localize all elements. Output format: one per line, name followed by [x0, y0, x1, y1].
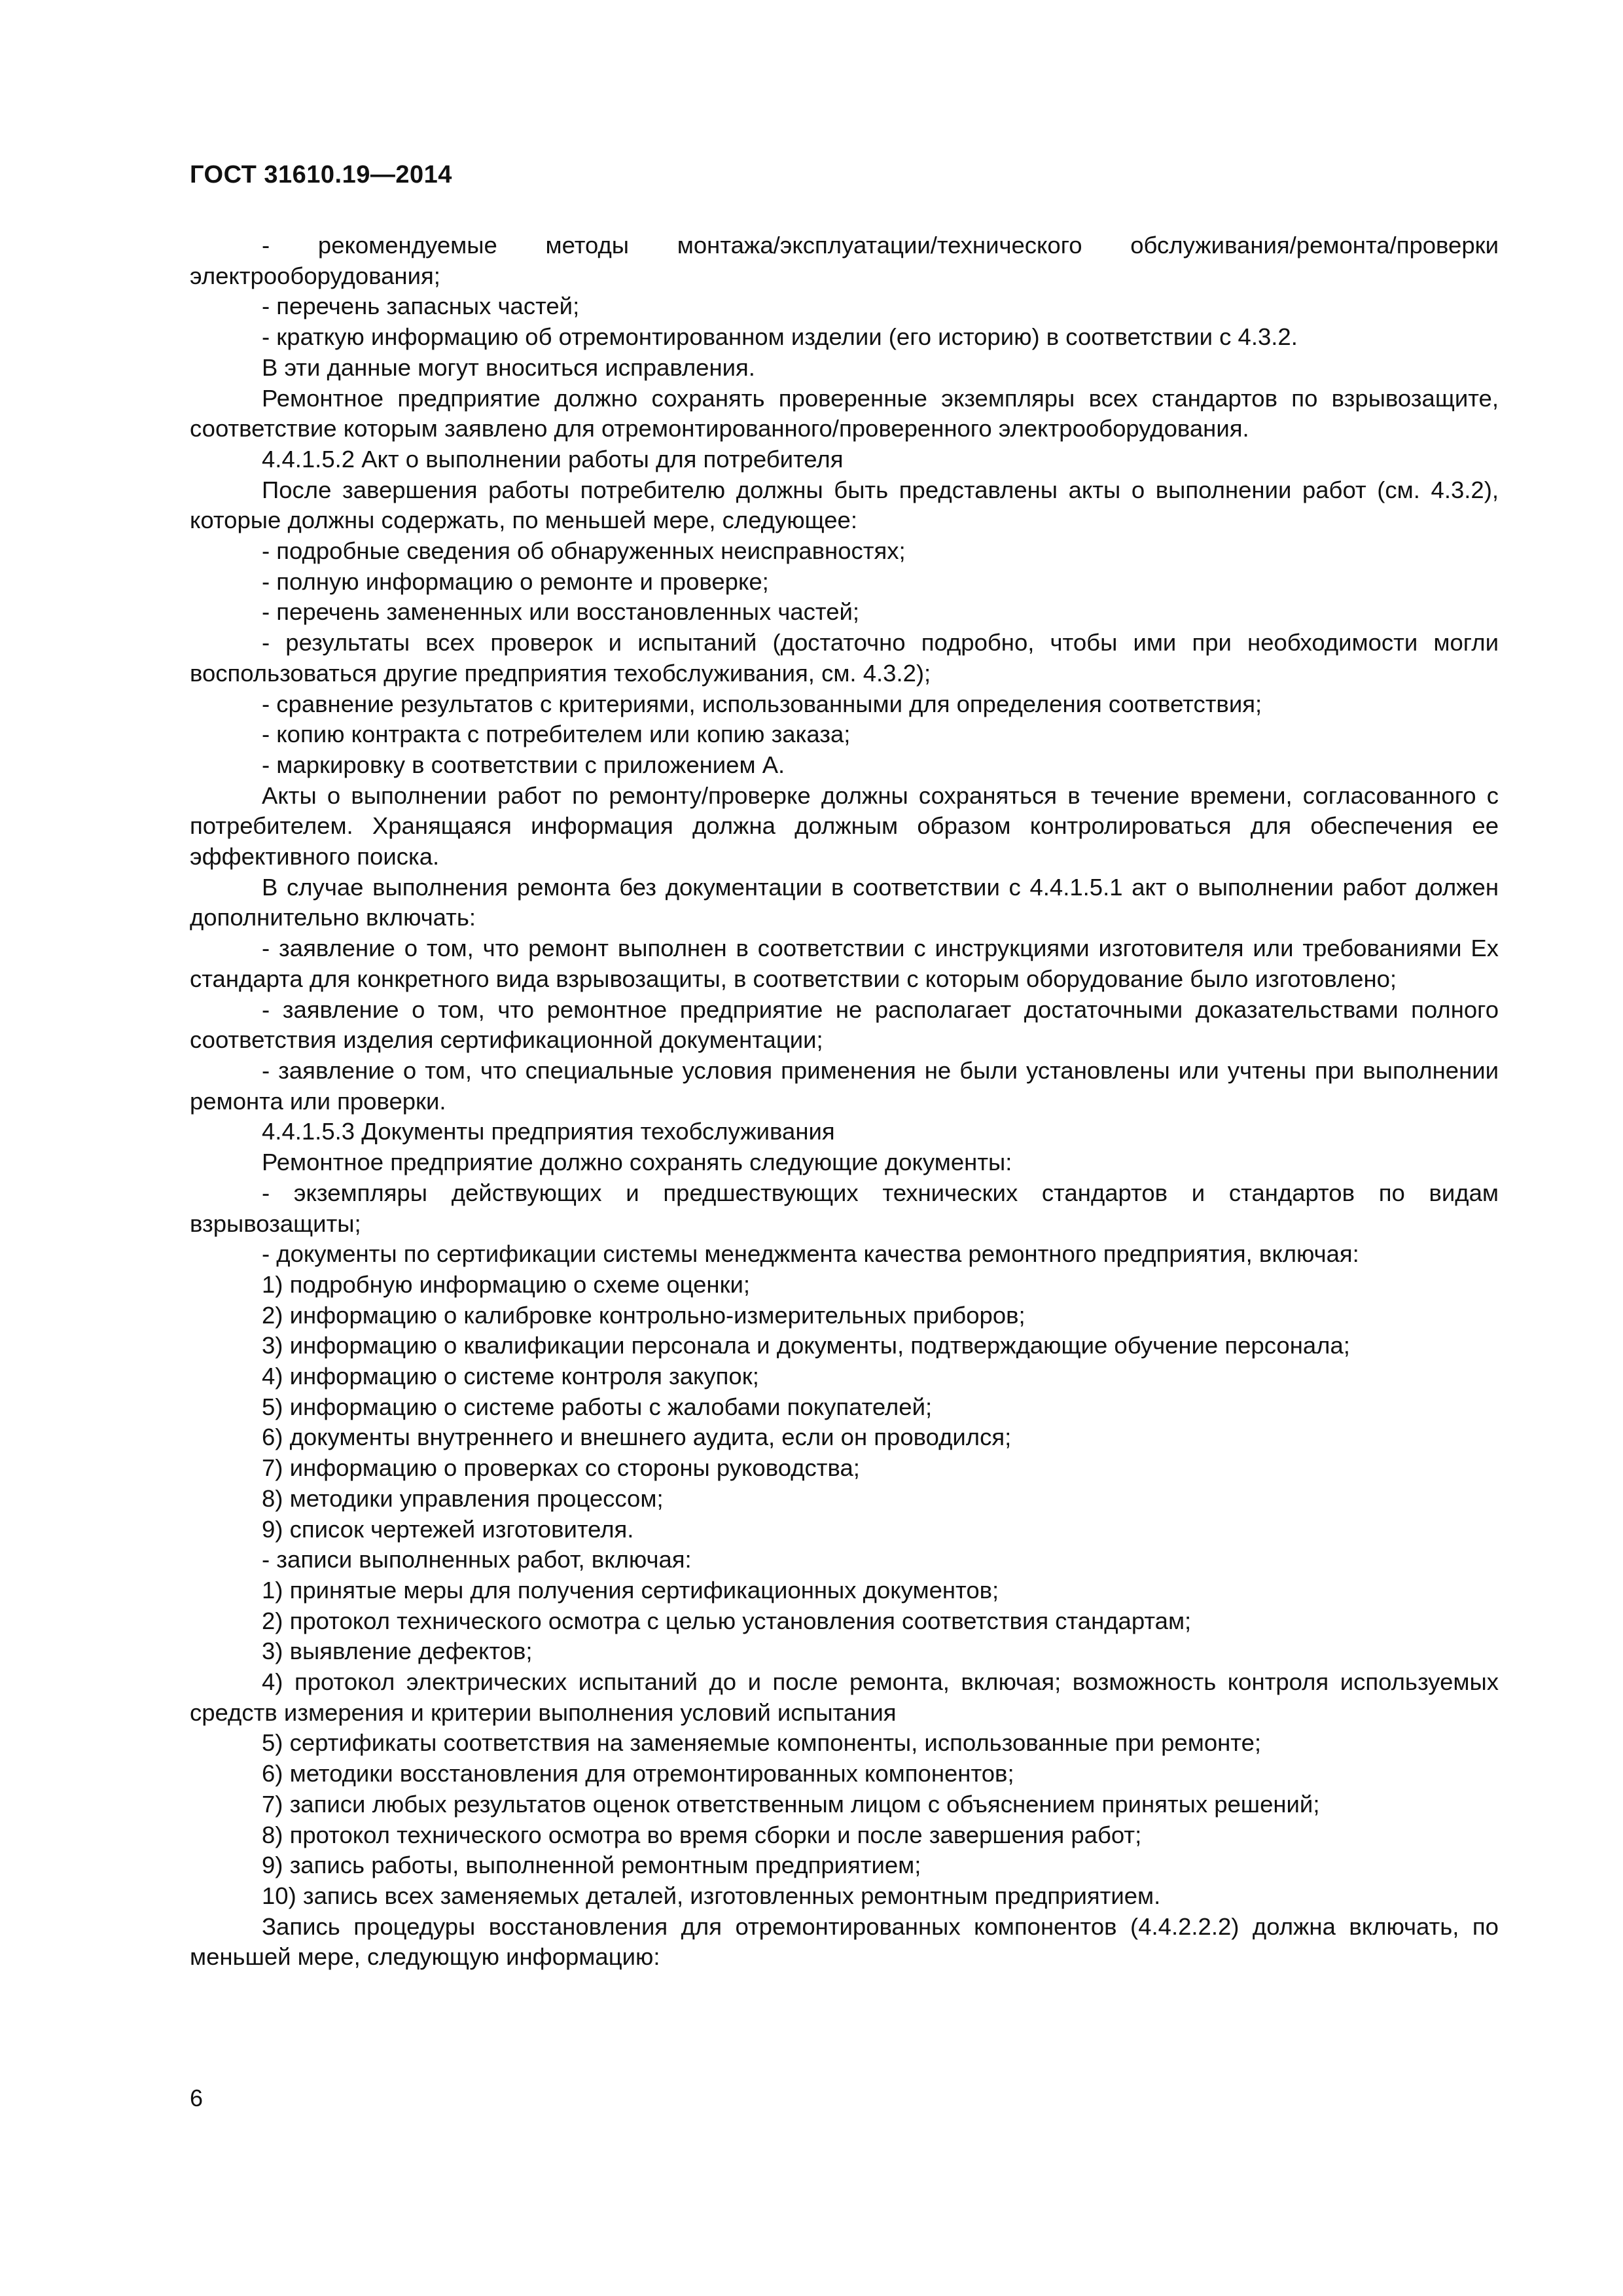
paragraph: - заявление о том, что ремонтное предприятие не располагает достаточными доказательствами полного соответствия изделия сертификационной документации; — [190, 996, 1499, 1054]
paragraph: - перечень замененных или восстановленных частей; — [262, 598, 860, 626]
paragraph: Акты о выполнении работ по ремонту/проверке должны сохраняться в течение времени, согласованного с потребителем. Хранящаяся информация должна должным образом контролироваться для обеспечения ее эффективного поиска. — [190, 781, 1499, 870]
paragraph: Запись процедуры восстановления для отремонтированных компонентов (4.4.2.2.2) должна включать, по меньшей мере, следующую информацию: — [190, 1912, 1499, 1971]
paragraph: - сравнение результатов с критериями, использованными для определения соответствия; — [262, 690, 1262, 717]
paragraph: Ремонтное предприятие должно сохранять проверенные экземпляры всех стандартов по взрывозащите, соответствие которым заявлено для отремонтированного/проверенного электрооборудования. — [190, 384, 1499, 442]
section-heading: 4.4.1.5.2 Акт о выполнении работы для потребителя — [262, 445, 844, 473]
list-item: 8) методики управления процессом; — [262, 1484, 664, 1512]
list-item: 6) методики восстановления для отремонтированных компонентов; — [262, 1760, 1014, 1787]
list-item: 4) информацию о системе контроля закупок; — [262, 1363, 759, 1390]
paragraph: - полную информацию о ремонте и проверке; — [262, 567, 769, 595]
list-item: 7) записи любых результатов оценок ответственным лицом с объяснением принятых решений; — [262, 1790, 1320, 1818]
paragraph: - записи выполненных работ, включая: — [262, 1546, 692, 1573]
list-item: 8) протокол технического осмотра во время сборки и после завершения работ; — [262, 1821, 1142, 1848]
list-item: 5) информацию о системе работы с жалобами покупателей; — [262, 1393, 933, 1420]
paragraph: В случае выполнения ремонта без документации в соответствии с 4.4.1.5.1 акт о выполнении работ должен дополнительно включать: — [190, 873, 1499, 931]
paragraph: - рекомендуемые методы монтажа/эксплуатации/технического обслуживания/ремонта/проверки электрооборудования; — [190, 232, 1499, 289]
list-item: 6) документы внутреннего и внешнего аудита, если он проводился; — [262, 1424, 1012, 1451]
list-item: 3) информацию о квалификации персонала и документы, подтверждающие обучение персонала; — [262, 1332, 1350, 1359]
list-item: 3) выявление дефектов; — [262, 1638, 533, 1665]
list-item: 1) подробную информацию о схеме оценки; — [262, 1270, 751, 1298]
paragraph: В эти данные могут вноситься исправления. — [262, 353, 755, 381]
paragraph: - документы по сертификации системы менеджмента качества ремонтного предприятия, включая: — [262, 1240, 1359, 1268]
list-item: 10) запись всех заменяемых деталей, изготовленных ремонтным предприятием. — [262, 1882, 1161, 1909]
list-item: 2) протокол технического осмотра с целью установления соответствия стандартам; — [262, 1607, 1192, 1634]
paragraph: - копию контракта с потребителем или копию заказа; — [262, 721, 851, 748]
section-heading: 4.4.1.5.3 Документы предприятия техобслуживания — [262, 1118, 835, 1145]
paragraph: - подробные сведения об обнаруженных неисправностях; — [262, 537, 906, 565]
paragraph: После завершения работы потребителю должны быть представлены акты о выполнении работ (см. 4.3.2), которые должны содержать, по меньшей мере, следующее: — [190, 476, 1499, 534]
standard-header: ГОСТ 31610.19—2014 — [190, 161, 452, 188]
paragraph: - краткую информацию об отремонтированном изделии (его историю) в соответствии с 4.3.2. — [262, 323, 1298, 351]
paragraph: - перечень запасных частей; — [262, 293, 580, 320]
page-number: 6 — [190, 2085, 204, 2111]
list-item: 2) информацию о калибровке контрольно-измерительных приборов; — [262, 1301, 1026, 1329]
list-item: 1) принятые меры для получения сертификационных документов; — [262, 1576, 999, 1604]
paragraph: - заявление о том, что ремонт выполнен в соответствии с инструкциями изготовителя или требованиями Ex стандарта для конкретного вида взрывозащиты, в соответствии с которым оборудование было изготовлено; — [190, 935, 1499, 992]
body-text — [190, 230, 1499, 1973]
list-item: 7) информацию о проверках со стороны руководства; — [262, 1454, 860, 1482]
paragraph: - маркировку в соответствии с приложением А. — [262, 751, 785, 778]
list-item: 9) список чертежей изготовителя. — [262, 1515, 634, 1543]
list-item: 9) запись работы, выполненной ремонтным предприятием; — [262, 1852, 921, 1879]
list-item: 4) протокол электрических испытаний до и после ремонта, включая; возможность контроля используемых средств измерения и критерии выполнения условий испытания — [190, 1668, 1499, 1726]
list-item: 5) сертификаты соответствия на заменяемые компоненты, использованные при ремонте; — [262, 1729, 1262, 1757]
paragraph: Ремонтное предприятие должно сохранять следующие документы: — [262, 1149, 1012, 1176]
paragraph: - заявление о том, что специальные условия применения не были установлены или учтены при выполнении ремонта или проверки. — [190, 1056, 1499, 1115]
paragraph: - экземпляры действующих и предшествующих технических стандартов и стандартов по видам взрывозащиты; — [190, 1179, 1499, 1237]
paragraph: - результаты всех проверок и испытаний (достаточно подробно, чтобы ими при необходимости могли воспользоваться другие предприятия техобслуживания, см. 4.3.2); — [190, 629, 1499, 687]
